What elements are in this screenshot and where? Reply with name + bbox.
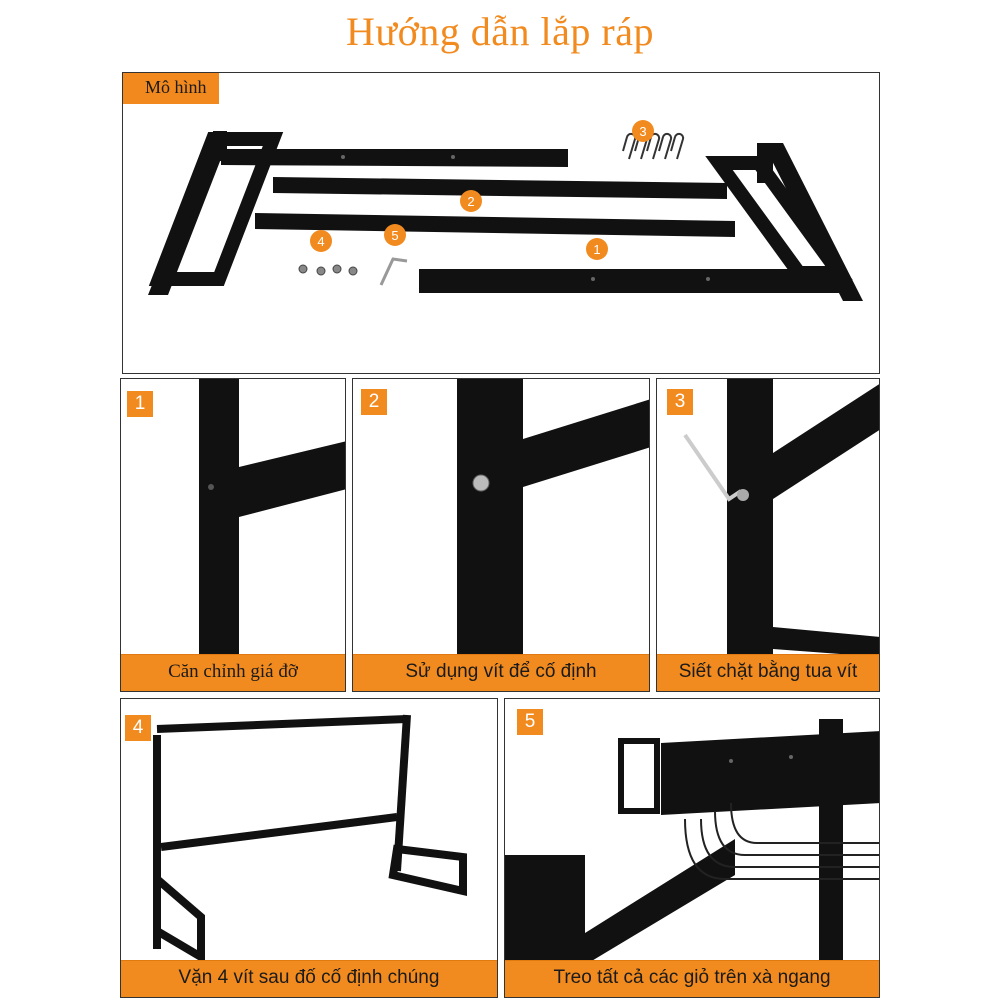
svg-text:4: 4 — [317, 234, 325, 249]
svg-text:3: 3 — [639, 124, 647, 139]
step-2-caption: Sử dụng vít để cố định — [353, 654, 649, 691]
step-3-number: 3 — [667, 389, 693, 415]
step-2-number: 2 — [361, 389, 387, 415]
step-1-caption: Căn chỉnh giá đỡ — [121, 654, 345, 691]
step-1-number: 1 — [127, 391, 153, 417]
step-2-photo — [353, 379, 650, 692]
parts-illustration — [123, 73, 880, 374]
step-4-caption: Vặn 4 vít sau đố cố định chúng — [121, 960, 497, 997]
step-3-panel — [656, 378, 880, 692]
step-1-photo — [121, 379, 346, 692]
model-panel — [122, 72, 880, 374]
svg-text:5: 5 — [391, 228, 399, 243]
step-5-caption: Treo tất cả các giỏ trên xà ngang — [505, 960, 879, 997]
pin-3 — [632, 120, 654, 142]
step-5-panel — [504, 698, 880, 998]
page-title: Hướng dẫn lắp ráp — [346, 9, 654, 54]
step-4-number: 4 — [125, 715, 151, 741]
step-1-panel — [120, 378, 346, 692]
step-2-panel — [352, 378, 650, 692]
step-4-photo — [121, 699, 498, 998]
step-5-photo — [505, 699, 880, 998]
pin-4 — [310, 230, 332, 252]
step-3-photo — [657, 379, 880, 692]
pin-2 — [460, 190, 482, 212]
svg-text:2: 2 — [467, 194, 475, 209]
step-5-number: 5 — [517, 709, 543, 735]
step-4-panel — [120, 698, 498, 998]
pin-1 — [586, 238, 608, 260]
svg-text:1: 1 — [593, 242, 601, 257]
model-label: Mô hình — [123, 73, 219, 104]
step-3-caption: Siết chặt bằng tua vít — [657, 654, 879, 691]
pin-5 — [384, 224, 406, 246]
